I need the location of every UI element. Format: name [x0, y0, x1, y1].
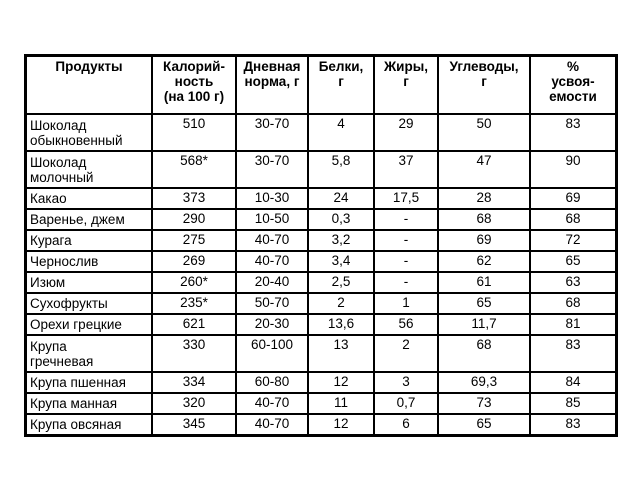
cell-carbs: 47: [438, 151, 530, 188]
cell-carbs: 68: [438, 335, 530, 372]
cell-fats: 1: [374, 293, 438, 314]
cell-product-name: [26, 314, 152, 335]
header-fats: [374, 56, 438, 114]
cell-digestibility: 83: [530, 335, 616, 372]
cell-product-name: [26, 114, 152, 151]
cell-carbs: 69,3: [438, 372, 530, 393]
header-proteins: [308, 56, 374, 114]
table-row: [26, 151, 616, 188]
cell-proteins: 3,2: [308, 230, 374, 251]
header-line: г: [338, 74, 344, 89]
product-name-line: обыкновенный: [30, 132, 123, 148]
cell-calories: 373: [152, 188, 236, 209]
cell-calories: 290: [152, 209, 236, 230]
cell-digestibility: 69: [530, 188, 616, 209]
cell-carbs: 65: [438, 293, 530, 314]
cell-product-name: [26, 272, 152, 293]
cell-fats: 2: [374, 335, 438, 372]
cell-calories: 320: [152, 393, 236, 414]
cell-digestibility: 90: [530, 151, 616, 188]
cell-digestibility: 68: [530, 209, 616, 230]
cell-fats: 29: [374, 114, 438, 151]
header-line: усвоя-: [551, 74, 595, 89]
header-line: Белки,: [318, 59, 364, 74]
cell-daily-norm: 40-70: [236, 230, 308, 251]
cell-daily-norm: 40-70: [236, 414, 308, 435]
cell-daily-norm: 50-70: [236, 293, 308, 314]
cell-proteins: 24: [308, 188, 374, 209]
cell-fats: 0,7: [374, 393, 438, 414]
cell-fats: 17,5: [374, 188, 438, 209]
cell-daily-norm: 60-80: [236, 372, 308, 393]
cell-proteins: 13: [308, 335, 374, 372]
cell-calories: 275: [152, 230, 236, 251]
cell-digestibility: 63: [530, 272, 616, 293]
product-name-line: Варенье, джем: [30, 212, 125, 227]
cell-calories: 621: [152, 314, 236, 335]
header-line: норма, г: [244, 74, 300, 89]
cell-product-name: [26, 230, 152, 251]
product-name-line: Какао: [30, 191, 67, 206]
cell-calories: 510: [152, 114, 236, 151]
cell-product-name: [26, 335, 152, 372]
cell-proteins: 11: [308, 393, 374, 414]
cell-carbs: 28: [438, 188, 530, 209]
cell-daily-norm: 40-70: [236, 393, 308, 414]
table-header-row: [26, 56, 616, 114]
cell-daily-norm: 10-30: [236, 188, 308, 209]
product-name-line: Курага: [30, 233, 72, 248]
table-row: [26, 230, 616, 251]
cell-carbs: 61: [438, 272, 530, 293]
header-line: г: [481, 74, 487, 89]
product-name-line: гречневая: [30, 353, 94, 369]
header-calories: [152, 56, 236, 114]
header-line: (на 100 г): [163, 89, 225, 104]
table-row: [26, 293, 616, 314]
table-row: [26, 335, 616, 372]
cell-carbs: 68: [438, 209, 530, 230]
table-row: [26, 251, 616, 272]
header-line: Углеводы,: [449, 59, 519, 74]
cell-calories: 330: [152, 335, 236, 372]
cell-product-name: [26, 209, 152, 230]
table-row: [26, 393, 616, 414]
table-row: [26, 272, 616, 293]
cell-proteins: 5,8: [308, 151, 374, 188]
cell-proteins: 2: [308, 293, 374, 314]
cell-calories: 334: [152, 372, 236, 393]
cell-carbs: 69: [438, 230, 530, 251]
cell-product-name: [26, 151, 152, 188]
cell-proteins: 2,5: [308, 272, 374, 293]
product-name-line: Крупа овсяная: [30, 417, 122, 432]
table-row: [26, 188, 616, 209]
header-line: Продукты: [55, 59, 123, 74]
header-line: ность: [174, 74, 214, 89]
cell-calories: 235*: [152, 293, 236, 314]
cell-proteins: 13,6: [308, 314, 374, 335]
cell-product-name: [26, 414, 152, 435]
cell-digestibility: 81: [530, 314, 616, 335]
cell-fats: 6: [374, 414, 438, 435]
cell-daily-norm: 30-70: [236, 151, 308, 188]
cell-carbs: 65: [438, 414, 530, 435]
cell-digestibility: 68: [530, 293, 616, 314]
header-line: емости: [549, 89, 597, 104]
product-name-line: Крупа пшенная: [30, 375, 126, 390]
cell-fats: -: [374, 272, 438, 293]
product-name-line: молочный: [30, 169, 94, 185]
header-line: %: [566, 59, 579, 74]
header-line: Дневная: [243, 59, 301, 74]
product-name-line: Изюм: [30, 275, 66, 290]
cell-product-name: [26, 372, 152, 393]
table-row: [26, 314, 616, 335]
header-products: [26, 56, 152, 114]
cell-fats: -: [374, 209, 438, 230]
product-name-line: Чернослив: [30, 254, 99, 269]
cell-proteins: 12: [308, 372, 374, 393]
table-row: [26, 414, 616, 435]
cell-daily-norm: 30-70: [236, 114, 308, 151]
cell-carbs: 11,7: [438, 314, 530, 335]
product-name-line: Сухофрукты: [30, 296, 108, 311]
table-row: [26, 114, 616, 151]
cell-proteins: 4: [308, 114, 374, 151]
product-name-line: Шоколад: [30, 117, 87, 133]
header-daily-norm: [236, 56, 308, 114]
header-carbs: [438, 56, 530, 114]
cell-digestibility: 84: [530, 372, 616, 393]
nutrition-table-container: [24, 54, 614, 437]
cell-proteins: 0,3: [308, 209, 374, 230]
cell-fats: -: [374, 251, 438, 272]
cell-fats: 37: [374, 151, 438, 188]
header-line: Жиры,: [383, 59, 429, 74]
product-name-line: Крупа манная: [30, 396, 118, 411]
header-line: г: [403, 74, 409, 89]
cell-digestibility: 83: [530, 414, 616, 435]
cell-calories: 260*: [152, 272, 236, 293]
cell-proteins: 3,4: [308, 251, 374, 272]
cell-calories: 269: [152, 251, 236, 272]
cell-daily-norm: 20-40: [236, 272, 308, 293]
cell-digestibility: 85: [530, 393, 616, 414]
cell-daily-norm: 20-30: [236, 314, 308, 335]
cell-calories: 568*: [152, 151, 236, 188]
cell-proteins: 12: [308, 414, 374, 435]
table-body: [26, 114, 616, 435]
cell-digestibility: 65: [530, 251, 616, 272]
cell-product-name: [26, 393, 152, 414]
header-line: Калорий-: [163, 59, 225, 74]
cell-carbs: 62: [438, 251, 530, 272]
cell-daily-norm: 60-100: [236, 335, 308, 372]
nutrition-table: [24, 54, 618, 437]
cell-carbs: 73: [438, 393, 530, 414]
cell-digestibility: 72: [530, 230, 616, 251]
product-name-line: Орехи грецкие: [30, 317, 122, 332]
product-name-line: Крупа: [30, 338, 67, 354]
cell-daily-norm: 10-50: [236, 209, 308, 230]
cell-product-name: [26, 293, 152, 314]
cell-daily-norm: 40-70: [236, 251, 308, 272]
table-row: [26, 372, 616, 393]
cell-product-name: [26, 188, 152, 209]
cell-fats: -: [374, 230, 438, 251]
cell-digestibility: 83: [530, 114, 616, 151]
cell-fats: 3: [374, 372, 438, 393]
cell-fats: 56: [374, 314, 438, 335]
cell-carbs: 50: [438, 114, 530, 151]
product-name-line: Шоколад: [30, 154, 87, 170]
table-row: [26, 209, 616, 230]
cell-calories: 345: [152, 414, 236, 435]
header-digestibility: [530, 56, 616, 114]
cell-product-name: [26, 251, 152, 272]
